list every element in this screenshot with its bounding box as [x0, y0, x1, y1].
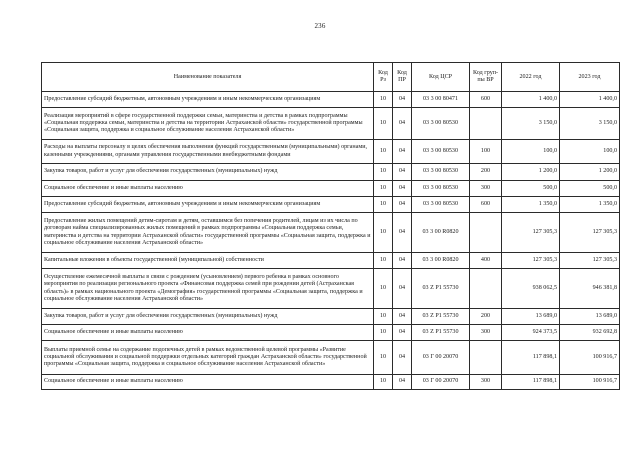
- row-csr: 03 3 00 80530: [412, 140, 470, 164]
- row-2022: 1 350,0: [502, 197, 560, 213]
- row-2022: 924 373,5: [502, 325, 560, 341]
- row-name: Осуществление ежемесячной выплаты в связи с рождением (усыновлением) первого ребенка в рамках основного мероприятия по реализации регионального проекта «Финансовая поддержка семей при рождении детей (Астраханская область)» в рамках национального проекта «Демография» государственной программы «Социальная защита, поддержка и социальное обслуживание населения Астраханской области»: [42, 269, 374, 309]
- row-rz: 10: [374, 375, 393, 390]
- row-name: Реализация мероприятий в сфере государственной поддержки семьи, материнства и детства в рамках подпрограммы «Социальная поддержка семьи, материнства и детства на территории Астраханской области» государственной программы «Социальная защита, поддержка и социальное обслуживание населения Астраханской области»: [42, 108, 374, 140]
- row-rz: 10: [374, 181, 393, 197]
- row-csr: 03 Г 00 20070: [412, 341, 470, 375]
- row-pr: 04: [393, 108, 412, 140]
- row-rz: 10: [374, 341, 393, 375]
- table-row: [42, 269, 620, 309]
- row-vr: 600: [470, 92, 502, 108]
- header-name: Наименование показателя: [42, 63, 374, 92]
- table-row: [42, 325, 620, 341]
- row-2022: 117 898,1: [502, 375, 560, 390]
- row-rz: 10: [374, 253, 393, 269]
- table-row: [42, 181, 620, 197]
- table-row: [42, 309, 620, 325]
- row-pr: 04: [393, 375, 412, 390]
- table-row: [42, 92, 620, 108]
- row-csr: 03 3 00 80530: [412, 164, 470, 181]
- row-2022: 1 400,0: [502, 92, 560, 108]
- row-name: Расходы на выплаты персоналу в целях обеспечения выполнения функций государственными (муниципальными) органами, казенными учреждениями, органами управления государственными внебюджетными фондами: [42, 140, 374, 164]
- row-pr: 04: [393, 325, 412, 341]
- row-vr: 200: [470, 309, 502, 325]
- row-pr: 04: [393, 181, 412, 197]
- table-row: [42, 164, 620, 181]
- row-2022: 3 150,0: [502, 108, 560, 140]
- header-2022: 2022 год: [502, 63, 560, 92]
- page-number: 236: [314, 22, 326, 30]
- row-name: Капитальные вложения в объекты государственной (муниципальной) собственности: [42, 253, 374, 269]
- row-pr: 04: [393, 197, 412, 213]
- row-name: Социальное обеспечение и иные выплаты населению: [42, 181, 374, 197]
- row-name: Закупка товаров, работ и услуг для обеспечения государственных (муниципальных) нужд: [42, 164, 374, 181]
- table-row: [42, 213, 620, 253]
- row-2023: 127 305,3: [560, 253, 620, 269]
- table-row: [42, 197, 620, 213]
- row-pr: 04: [393, 269, 412, 309]
- row-2023: 500,0: [560, 181, 620, 197]
- table-header-row: [42, 63, 620, 92]
- row-rz: 10: [374, 269, 393, 309]
- row-2023: 1 200,0: [560, 164, 620, 181]
- row-vr: 400: [470, 253, 502, 269]
- row-rz: 10: [374, 108, 393, 140]
- row-csr: 03 3 00 80530: [412, 108, 470, 140]
- row-pr: 04: [393, 164, 412, 181]
- row-rz: 10: [374, 164, 393, 181]
- table-row: [42, 253, 620, 269]
- row-name: Социальное обеспечение и иные выплаты населению: [42, 325, 374, 341]
- row-vr: [470, 341, 502, 375]
- row-vr: 300: [470, 181, 502, 197]
- row-2022: 938 062,5: [502, 269, 560, 309]
- row-vr: [470, 269, 502, 309]
- row-csr: 03 3 00 R0820: [412, 253, 470, 269]
- row-2023: 127 305,3: [560, 213, 620, 253]
- row-vr: 200: [470, 164, 502, 181]
- row-2022: 500,0: [502, 181, 560, 197]
- row-vr: [470, 213, 502, 253]
- row-csr: 03 Z P1 55730: [412, 309, 470, 325]
- row-rz: 10: [374, 325, 393, 341]
- row-2022: 127 305,3: [502, 213, 560, 253]
- row-2022: 127 305,3: [502, 253, 560, 269]
- row-2023: 100 916,7: [560, 341, 620, 375]
- table-row: [42, 108, 620, 140]
- row-name: Предоставление субсидий бюджетным, автономным учреждениям и иным некоммерческим организациям: [42, 92, 374, 108]
- row-2023: 100 916,7: [560, 375, 620, 390]
- row-pr: 04: [393, 140, 412, 164]
- row-2022: 117 898,1: [502, 341, 560, 375]
- row-name: Предоставление субсидий бюджетным, автономным учреждениям и иным некоммерческим организациям: [42, 197, 374, 213]
- row-pr: 04: [393, 253, 412, 269]
- row-csr: 03 Z P1 55730: [412, 325, 470, 341]
- row-rz: 10: [374, 140, 393, 164]
- row-2023: 100,0: [560, 140, 620, 164]
- table-row: [42, 341, 620, 375]
- table-row: [42, 140, 620, 164]
- row-2022: 100,0: [502, 140, 560, 164]
- row-2023: 946 381,8: [560, 269, 620, 309]
- row-2022: 13 689,0: [502, 309, 560, 325]
- row-rz: 10: [374, 92, 393, 108]
- row-rz: 10: [374, 309, 393, 325]
- row-vr: 600: [470, 197, 502, 213]
- row-pr: 04: [393, 341, 412, 375]
- row-vr: 300: [470, 375, 502, 390]
- row-name: Предоставление жилых помещений детям-сиротам и детям, оставшимся без попечения родителей, лицам из их числа по договорам найма специализированных жилых помещений в рамках подпрограммы «Социальная поддержка семьи, материнства и детства на территории Астраханской области» государственной программы «Социальная защита, поддержка и социальное обслуживание населения Астраханской области»: [42, 213, 374, 253]
- row-csr: 03 3 00 80530: [412, 197, 470, 213]
- row-pr: 04: [393, 213, 412, 253]
- budget-table: [41, 62, 620, 390]
- row-pr: 04: [393, 309, 412, 325]
- header-rz: Код Рз: [374, 63, 393, 92]
- row-pr: 04: [393, 92, 412, 108]
- header-vr: Код груп-пы ВР: [470, 63, 502, 92]
- row-2023: 13 689,0: [560, 309, 620, 325]
- row-csr: 03 3 00 80471: [412, 92, 470, 108]
- table-row: [42, 375, 620, 390]
- row-2023: 1 350,0: [560, 197, 620, 213]
- row-name: Закупка товаров, работ и услуг для обеспечения государственных (муниципальных) нужд: [42, 309, 374, 325]
- row-name: Социальное обеспечение и иные выплаты населению: [42, 375, 374, 390]
- row-name: Выплаты приемной семье на содержание подопечных детей в рамках ведомственной целевой программы «Развитие социальной обслуживания и социальной поддержки отдельных категорий граждан Астраханской области» государственной программы «Социальная защита, поддержка и социальное обслуживание населения Астраханской области»: [42, 341, 374, 375]
- row-2022: 1 200,0: [502, 164, 560, 181]
- row-vr: 300: [470, 325, 502, 341]
- header-2023: 2023 год: [560, 63, 620, 92]
- row-vr: [470, 108, 502, 140]
- row-csr: 03 Г 00 20070: [412, 375, 470, 390]
- row-vr: 100: [470, 140, 502, 164]
- row-rz: 10: [374, 197, 393, 213]
- row-rz: 10: [374, 213, 393, 253]
- row-csr: 03 3 00 80530: [412, 181, 470, 197]
- header-csr: Код ЦСР: [412, 63, 470, 92]
- row-2023: 1 400,0: [560, 92, 620, 108]
- header-pr: Код ПР: [393, 63, 412, 92]
- row-2023: 3 150,0: [560, 108, 620, 140]
- row-2023: 932 692,8: [560, 325, 620, 341]
- row-csr: 03 Z P1 55730: [412, 269, 470, 309]
- row-csr: 03 3 00 R0820: [412, 213, 470, 253]
